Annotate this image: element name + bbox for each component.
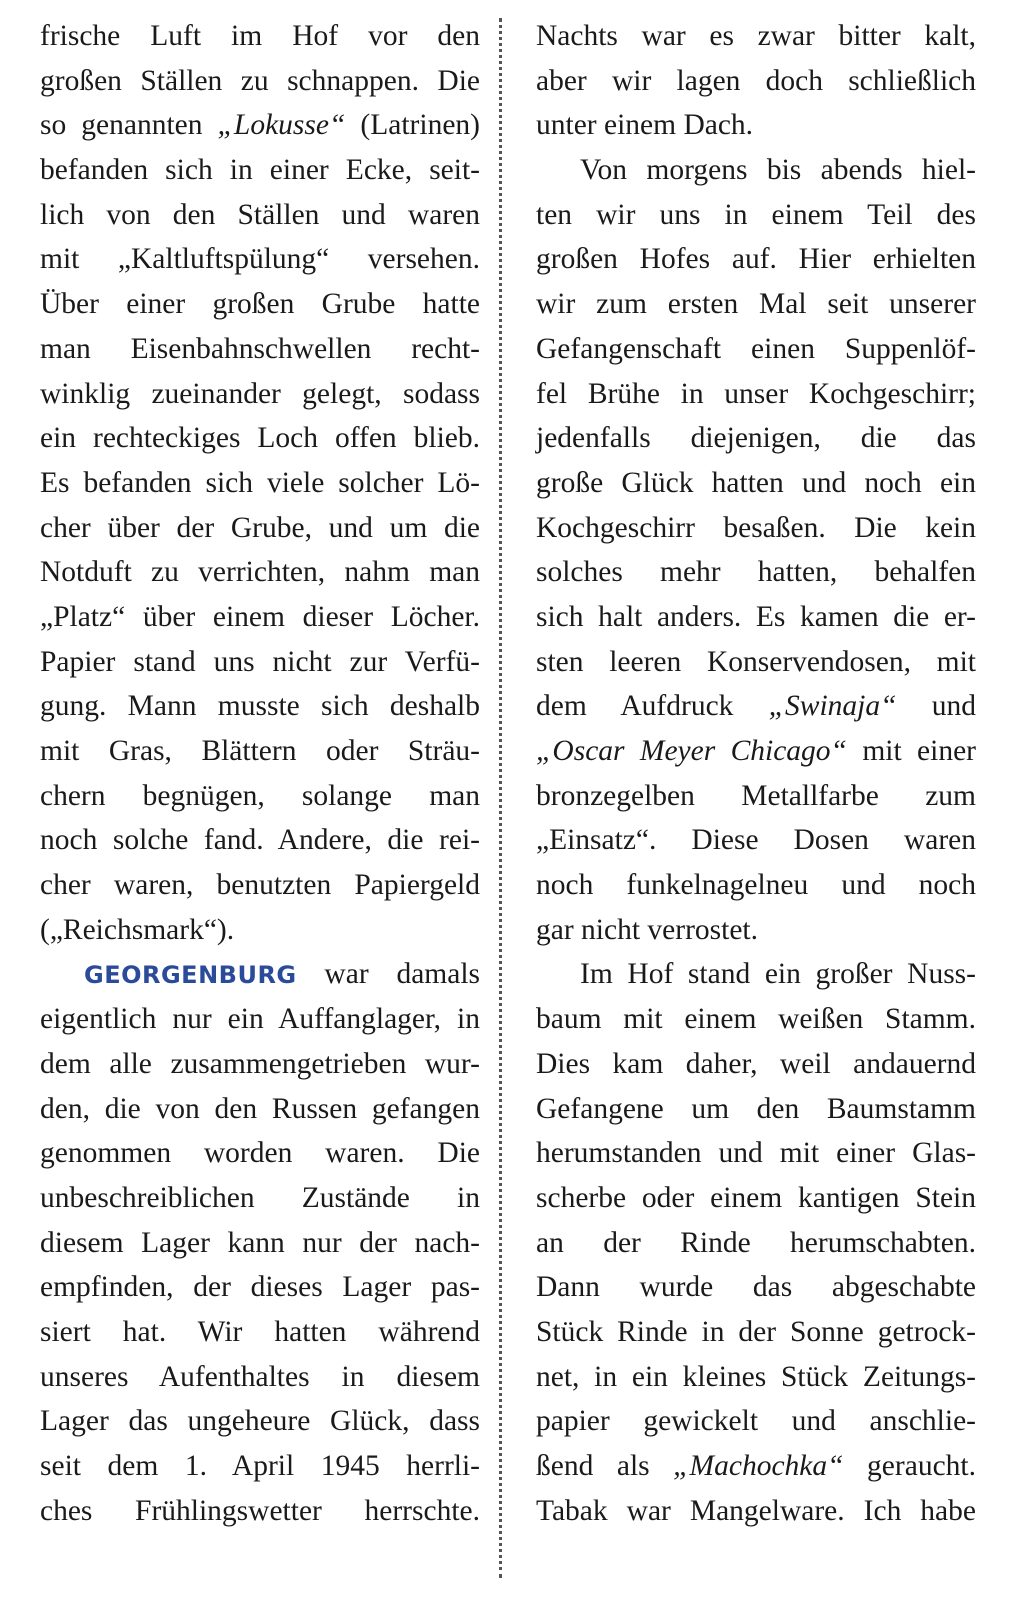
text-line: genommen worden waren. Die <box>40 1137 480 1170</box>
text-line: gar nicht verrostet. <box>536 913 758 946</box>
text-line: scherbe oder einem kantigen Stein <box>536 1181 976 1214</box>
text-line: Lager das ungeheure Glück, dass <box>40 1405 480 1438</box>
text-line: Nachts war es zwar bitter kalt, <box>536 20 976 52</box>
text-line <box>40 952 480 997</box>
text-line: winklig zueinander gelegt, sodass <box>40 377 480 410</box>
text-segment: und <box>896 690 976 723</box>
text-line: Im Hof stand ein großer Nuss- <box>580 958 976 991</box>
text-segment: war damals <box>296 958 480 991</box>
text-line: Über einer großen Grube hatte <box>40 288 480 321</box>
text-segment: geraucht. <box>843 1450 976 1482</box>
emphasized-text: „Lokusse“ <box>217 109 346 142</box>
text-line: unbeschreiblichen Zustände in <box>40 1181 480 1214</box>
right-text-column <box>536 14 976 1533</box>
text-line: net, in ein kleines Stück Zeitungs- <box>536 1360 976 1393</box>
text-line: ches Frühlingswetter herrschte. <box>40 1494 480 1527</box>
text-line: fel Brühe in unser Kochgeschirr; <box>536 377 976 410</box>
text-line: Gefangenschaft einen Suppenlöf- <box>536 332 976 365</box>
text-line: unter einem Dach. <box>536 109 754 142</box>
text-line <box>536 1444 976 1489</box>
text-line: Von morgens bis abends hiel- <box>580 154 976 187</box>
text-line <box>40 103 480 148</box>
text-line: unseres Aufenthaltes in diesem <box>40 1360 480 1393</box>
text-line: noch solche fand. Andere, die rei- <box>40 824 480 857</box>
text-line: frische Luft im Hof vor den <box>40 20 480 52</box>
text-segment: so genannten <box>40 109 218 142</box>
text-line: empfinden, der dieses Lager pas- <box>40 1271 480 1304</box>
text-line: große Glück hatten und noch ein <box>536 466 976 499</box>
text-line: „Platz“ über einem dieser Löcher. <box>40 600 480 633</box>
left-text-column <box>40 14 480 1533</box>
text-line: man Eisenbahnschwellen recht- <box>40 332 480 365</box>
text-line: siert hat. Wir hatten während <box>40 1315 480 1348</box>
text-line: großen Ställen zu schnappen. Die <box>40 64 480 97</box>
text-line: baum mit einem weißen Stamm. <box>536 1003 976 1036</box>
text-line: cher über der Grube, und um die <box>40 511 480 544</box>
text-line: wir zum ersten Mal seit unserer <box>536 288 976 321</box>
text-line: Kochgeschirr besaßen. Die kein <box>536 511 976 544</box>
text-segment: dem Aufdruck <box>536 690 769 723</box>
text-line: papier gewickelt und anschlie- <box>536 1405 976 1438</box>
text-line: noch funkelnagelneu und noch <box>536 869 976 902</box>
text-line: ein rechteckiges Loch offen blieb. <box>40 422 480 455</box>
text-line: Notduft zu verrichten, nahm man <box>40 556 480 589</box>
text-line: Dies kam daher, weil andauernd <box>536 1047 976 1080</box>
text-line: bronzegelben Metallfarbe zum <box>536 779 976 812</box>
text-line: ten wir uns in einem Teil des <box>536 198 976 231</box>
column-divider-dotted <box>499 18 502 1578</box>
text-line: diesem Lager kann nur der nach- <box>40 1226 480 1259</box>
text-line: befanden sich in einer Ecke, seit- <box>40 154 480 187</box>
emphasized-text: „Swinaja“ <box>768 690 897 723</box>
text-line: („Reichsmark“). <box>40 913 235 946</box>
emphasized-text: „Machochka“ <box>673 1450 844 1482</box>
text-line: an der Rinde herumschabten. <box>536 1226 976 1259</box>
text-line: cher waren, benutzten Papiergeld <box>40 869 480 902</box>
text-line: großen Hofes auf. Hier erhielten <box>536 243 976 276</box>
text-line: gung. Mann musste sich deshalb <box>40 690 480 723</box>
text-line: Tabak war Mangelware. Ich habe <box>536 1494 976 1527</box>
text-segment: ßend als <box>536 1450 674 1482</box>
text-line: eigentlich nur ein Auffanglager, in <box>40 1003 480 1036</box>
text-line: sten leeren Konservendosen, mit <box>536 645 976 678</box>
emphasized-text: „Oscar Meyer Chicago“ <box>536 735 847 767</box>
text-line: Dann wurde das abgeschabte <box>536 1271 976 1304</box>
text-line: jedenfalls diejenigen, die das <box>536 422 976 455</box>
text-line: Gefangene um den Baumstamm <box>536 1092 976 1125</box>
text-line: herumstanden und mit einer Glas- <box>536 1137 976 1170</box>
text-segment: (Latrinen) <box>345 109 480 142</box>
text-line <box>536 684 976 729</box>
text-line: lich von den Ställen und waren <box>40 198 480 231</box>
text-line <box>536 729 976 774</box>
text-line: seit dem 1. April 1945 herrli- <box>40 1450 480 1482</box>
text-line: Es befanden sich viele solcher Lö- <box>40 466 480 499</box>
text-line: den, die von den Russen gefangen <box>40 1092 480 1125</box>
text-line: solches mehr hatten, behalfen <box>536 556 976 589</box>
place-name: GEORGENBURG <box>84 961 297 990</box>
text-segment: mit einer <box>846 735 976 767</box>
text-line: Stück Rinde in der Sonne getrock- <box>536 1315 976 1348</box>
text-line: „Einsatz“. Diese Dosen waren <box>536 824 976 857</box>
text-line: mit „Kaltluftspülung“ versehen. <box>40 243 480 276</box>
text-line: dem alle zusammengetrieben wur- <box>40 1047 480 1080</box>
text-line: sich halt anders. Es kamen die er- <box>536 600 976 633</box>
text-line: chern begnügen, solange man <box>40 779 480 812</box>
text-line: Papier stand uns nicht zur Verfü- <box>40 645 480 678</box>
text-line: mit Gras, Blättern oder Sträu- <box>40 735 480 767</box>
text-line: aber wir lagen doch schließlich <box>536 64 976 97</box>
